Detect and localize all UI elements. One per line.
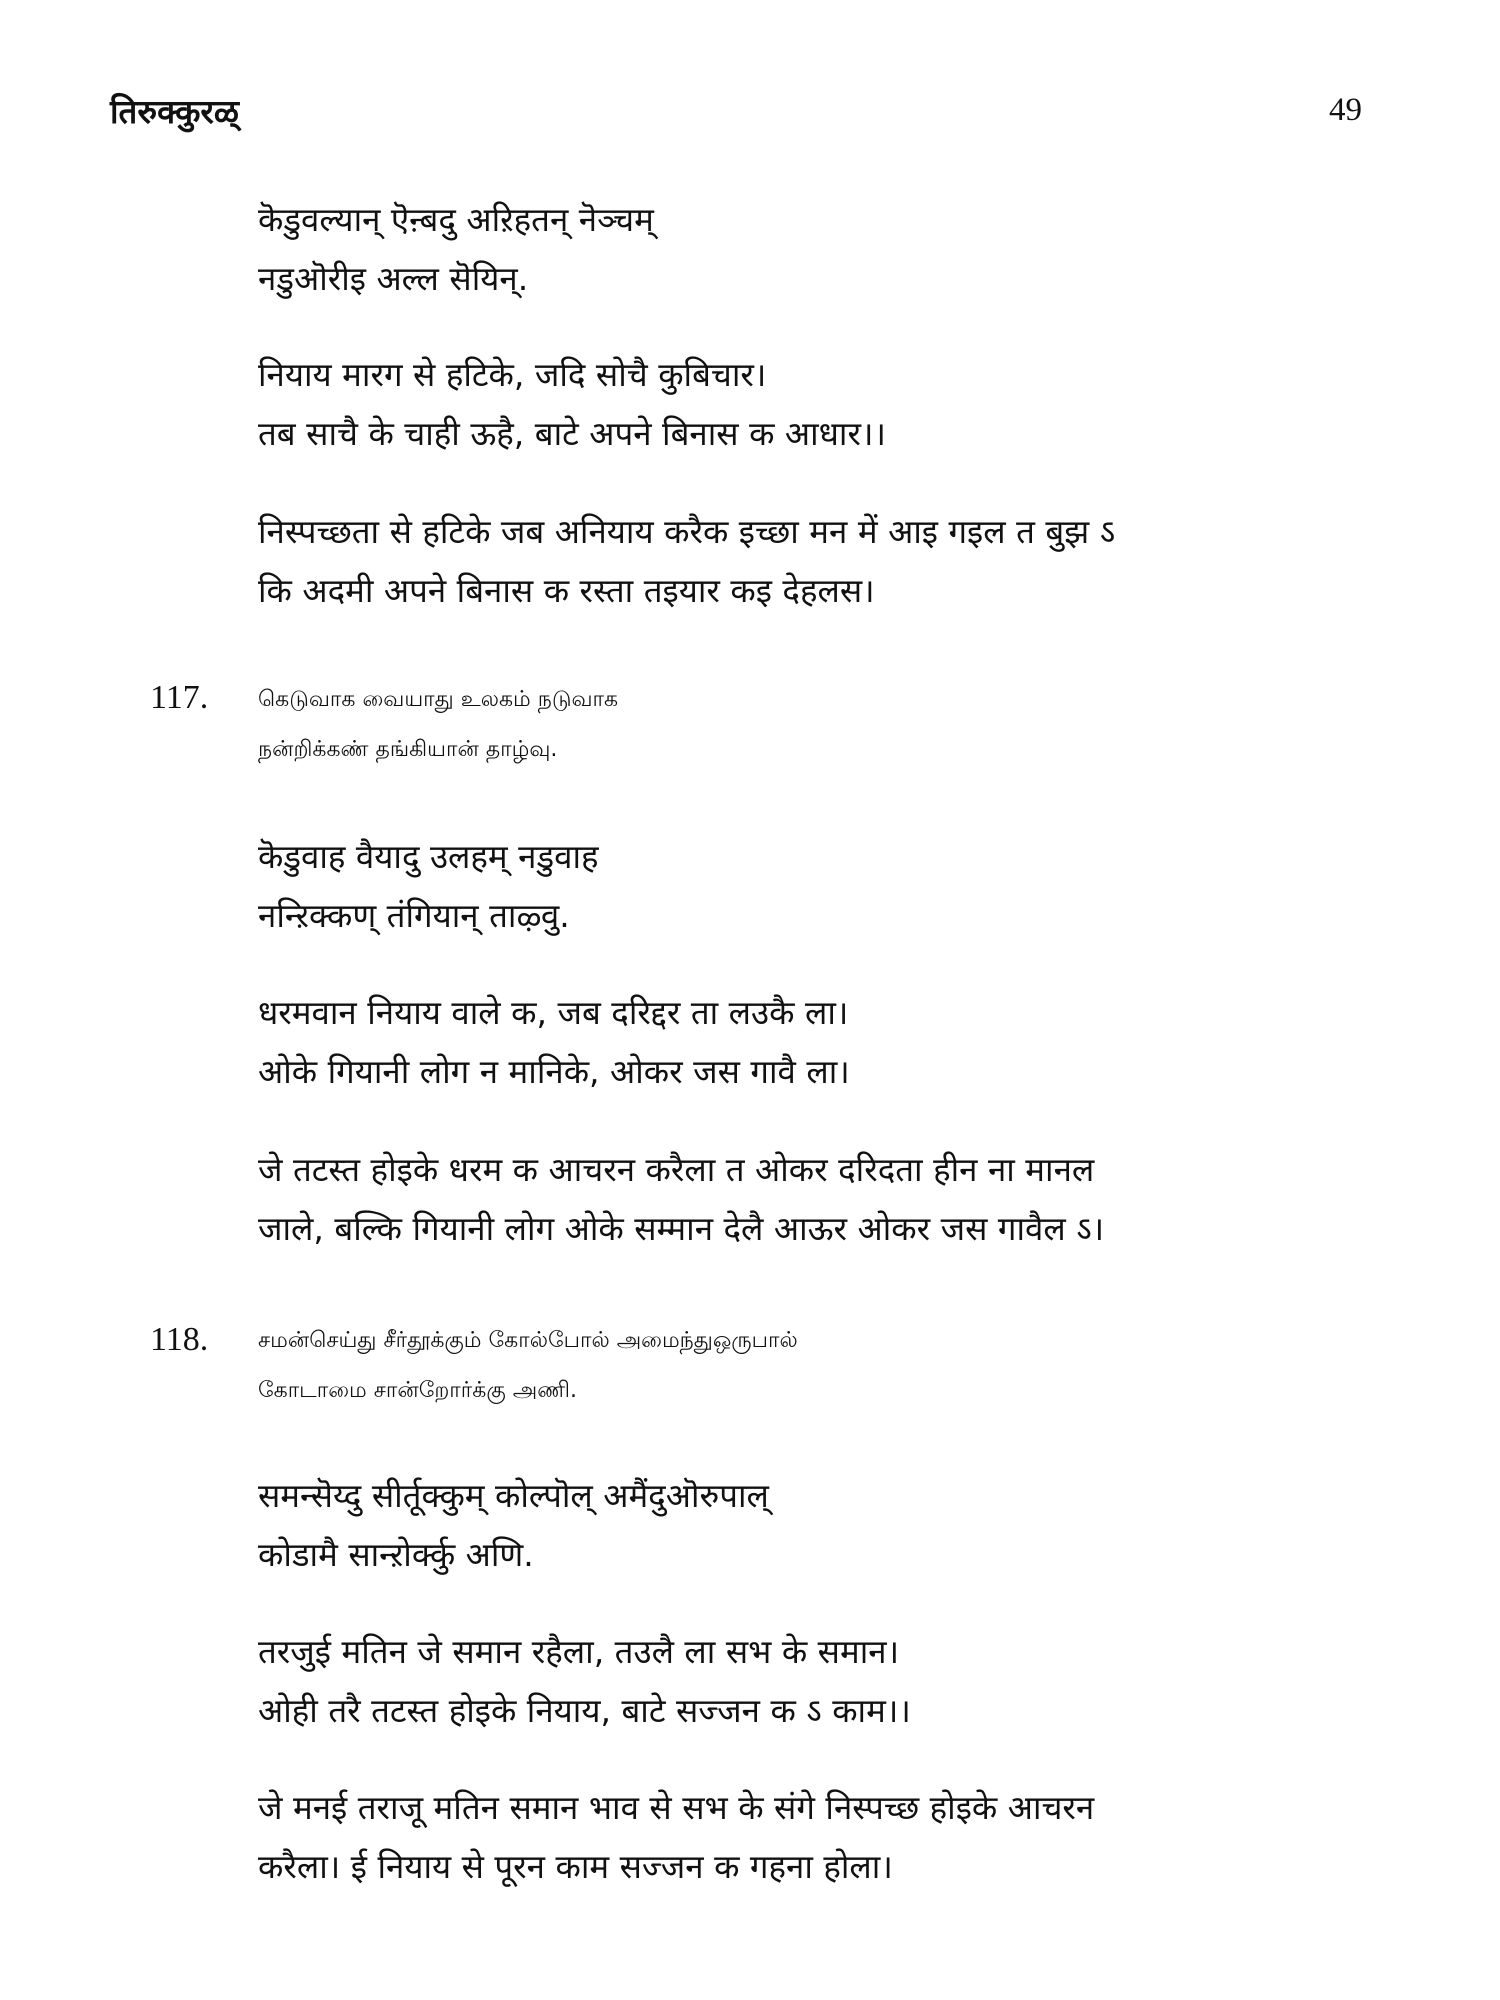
transliteration-line: कॆडुवाह वैयादु उलहम् नडुवाह — [258, 837, 599, 876]
transliteration-block — [258, 827, 1398, 945]
prose-line: जे मनई तराजू मतिन समान भाव से सभ के संगे निस्पच्छ होइके आचरन — [258, 1788, 1095, 1827]
transliteration-line: नडुऒरीइ अल्ल सॆयिन्. — [258, 259, 529, 298]
transliteration-block — [258, 190, 1398, 308]
verse-number: 118. — [150, 1321, 209, 1358]
tamil-line: கோடாமை சான்றோர்க்கு அணி. — [258, 1378, 577, 1403]
transliteration-block — [258, 1466, 1398, 1584]
tamil-verse — [258, 1316, 798, 1416]
prose-line: जे तटस्त होइके धरम क आचरन करैला त ओकर दरिदता हीन ना मानल — [258, 1150, 1095, 1189]
tamil-line: சமன்செய்து சீர்தூக்கும் கோல்போல் அமைந்துஒருபால் — [258, 1328, 798, 1353]
couplet-line: ओही तरै तटस्त होइके नियाय, बाटे सज्जन क ऽ काम।। — [258, 1691, 911, 1730]
couplet-block — [258, 983, 1398, 1101]
prose-line: करैला। ई नियाय से पूरन काम सज्जन क गहना होला। — [258, 1847, 893, 1886]
couplet-line: नियाय मारग से हटिके, जदि सोचै कुबिचार। — [258, 355, 767, 394]
couplet-block — [258, 1622, 1398, 1740]
couplet-line: तब साचै के चाही ऊहै, बाटे अपने बिनास क आधार।। — [258, 414, 886, 453]
prose-line: जाले, बल्कि गियानी लोग ओके सम्मान देलै आऊर ओकर जस गावैल ऽ। — [258, 1209, 1105, 1248]
verse-number: 117. — [150, 679, 209, 716]
tamil-verse — [258, 675, 618, 775]
couplet-line: धरमवान नियाय वाले क, जब दरिद्दर ता लउकै ला। — [258, 993, 849, 1032]
prose-line: निस्पच्छता से हटिके जब अनियाय करैक इच्छा मन में आइ गइल त बुझ ऽ — [258, 512, 1116, 551]
tamil-line: நன்றிக்கண் தங்கியான் தாழ்வு. — [258, 737, 558, 762]
page-number: 49 — [1329, 92, 1362, 128]
prose-block — [258, 1778, 1398, 1896]
couplet-line: ओके गियानी लोग न मानिके, ओकर जस गावै ला। — [258, 1052, 850, 1091]
running-header-title: तिरुक्कुरळ् — [110, 92, 239, 131]
couplet-line: तरजुई मतिन जे समान रहैला, तउलै ला सभ के समान। — [258, 1632, 900, 1671]
couplet-block — [258, 345, 1398, 463]
prose-block — [258, 502, 1398, 620]
prose-block — [258, 1140, 1398, 1258]
transliteration-line: कोडामै सान्ऱोर्क्कु अणि. — [258, 1535, 534, 1574]
transliteration-line: कॆडुवल्यान् ऎऩ्बदु अऱिहतन् नॆञ्चम् — [258, 200, 654, 239]
prose-line: कि अदमी अपने बिनास क रस्ता तइयार कइ देहलस। — [258, 571, 875, 610]
tamil-line: கெடுவாக வையாது உலகம் நடுவாக — [258, 687, 619, 712]
transliteration-line: नन्ऱिक्कण् तंगियान् ताऴ्वु. — [258, 896, 570, 935]
transliteration-line: समन्सॆय्दु सीर्तूक्कुम् कोल्पॊल् अमैंदुऒरुपाल् — [258, 1476, 769, 1515]
